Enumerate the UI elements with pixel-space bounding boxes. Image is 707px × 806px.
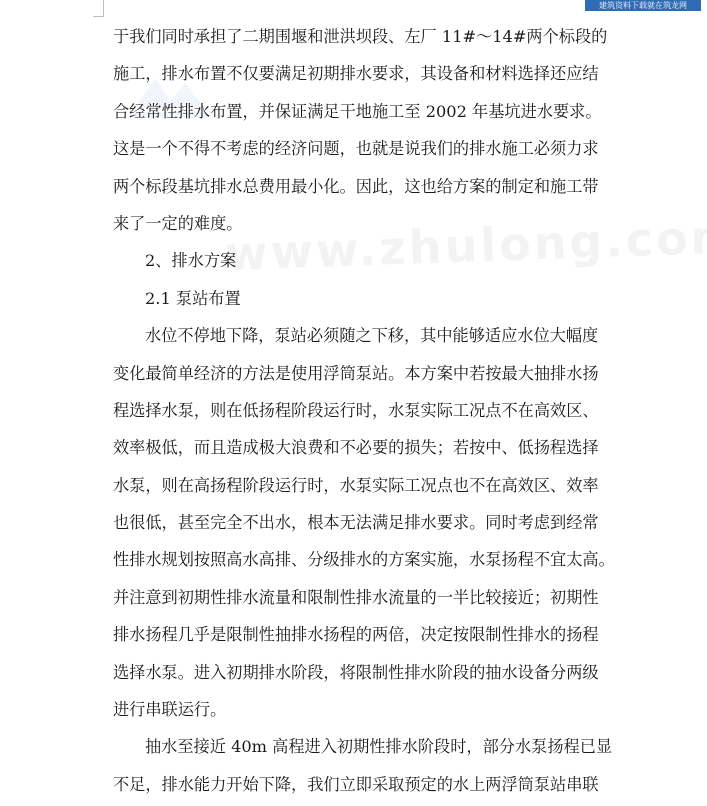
text-line: 于我们同时承担了二期围堰和泄洪坝段、左厂 11#～14#两个标段的 (113, 27, 608, 46)
margin-corner-mark (93, 0, 104, 17)
subsection-heading: 2.1 泵站布置 (145, 288, 241, 308)
text-line: 性排水规划按照高水高排、分级排水的方案实施，水泵扬程不宜太高。 (113, 550, 615, 570)
text-line: 选择水泵。进入初期排水阶段，将限制性排水阶段的抽水设备分两级 (113, 662, 599, 682)
text-line: 排水扬程几乎是限制性抽排水扬程的两倍，决定按限制性排水的扬程 (113, 625, 599, 645)
text-line: 水泵，则在高扬程阶段运行时，水泵实际工况点也不在高效区、效率 (113, 475, 599, 495)
site-badge[interactable]: 建筑资料下载就在筑龙网 (585, 0, 701, 11)
text-line: 这是一个不得不考虑的经济问题，也就是说我们的排水施工必须力求 (113, 139, 599, 159)
text-line: 来了一定的难度。 (113, 213, 243, 233)
text-line: 并注意到初期性排水流量和限制性排水流量的一半比较接近；初期性 (113, 587, 599, 607)
text-line: 水位不停地下降，泵站必须随之下移，其中能够适应水位大幅度 (145, 326, 599, 346)
document-body (113, 18, 613, 803)
text-line: 也很低，甚至完全不出水，根本无法满足排水要求。同时考虑到经常 (113, 513, 599, 533)
text-line: 抽水至接近 40m 高程进入初期性排水阶段时，部分水泵扬程已显 (145, 737, 613, 757)
text-line: 施工，排水布置不仅要满足初期排水要求，其设备和材料选择还应结 (113, 64, 599, 84)
text-line: 两个标段基坑排水总费用最小化。因此，这也给方案的制定和施工带 (113, 176, 599, 196)
text-line: 进行串联运行。 (113, 700, 227, 720)
text-line: 效率极低，而且造成极大浪费和不必要的损失；若按中、低扬程选择 (113, 438, 599, 458)
section-heading: 2、排水方案 (145, 251, 237, 271)
text-line: 变化最简单经济的方法是使用浮筒泵站。本方案中若按最大抽排水扬 (113, 363, 599, 383)
text-line: 程选择水泵，则在低扬程阶段运行时，水泵实际工况点不在高效区、 (113, 400, 599, 420)
text-line: 合经常性排水布置，并保证满足干地施工至 2002 年基坑进水要求。 (113, 101, 602, 121)
text-line: 不足，排水能力开始下降，我们立即采取预定的水上两浮筒泵站串联 (113, 774, 599, 794)
